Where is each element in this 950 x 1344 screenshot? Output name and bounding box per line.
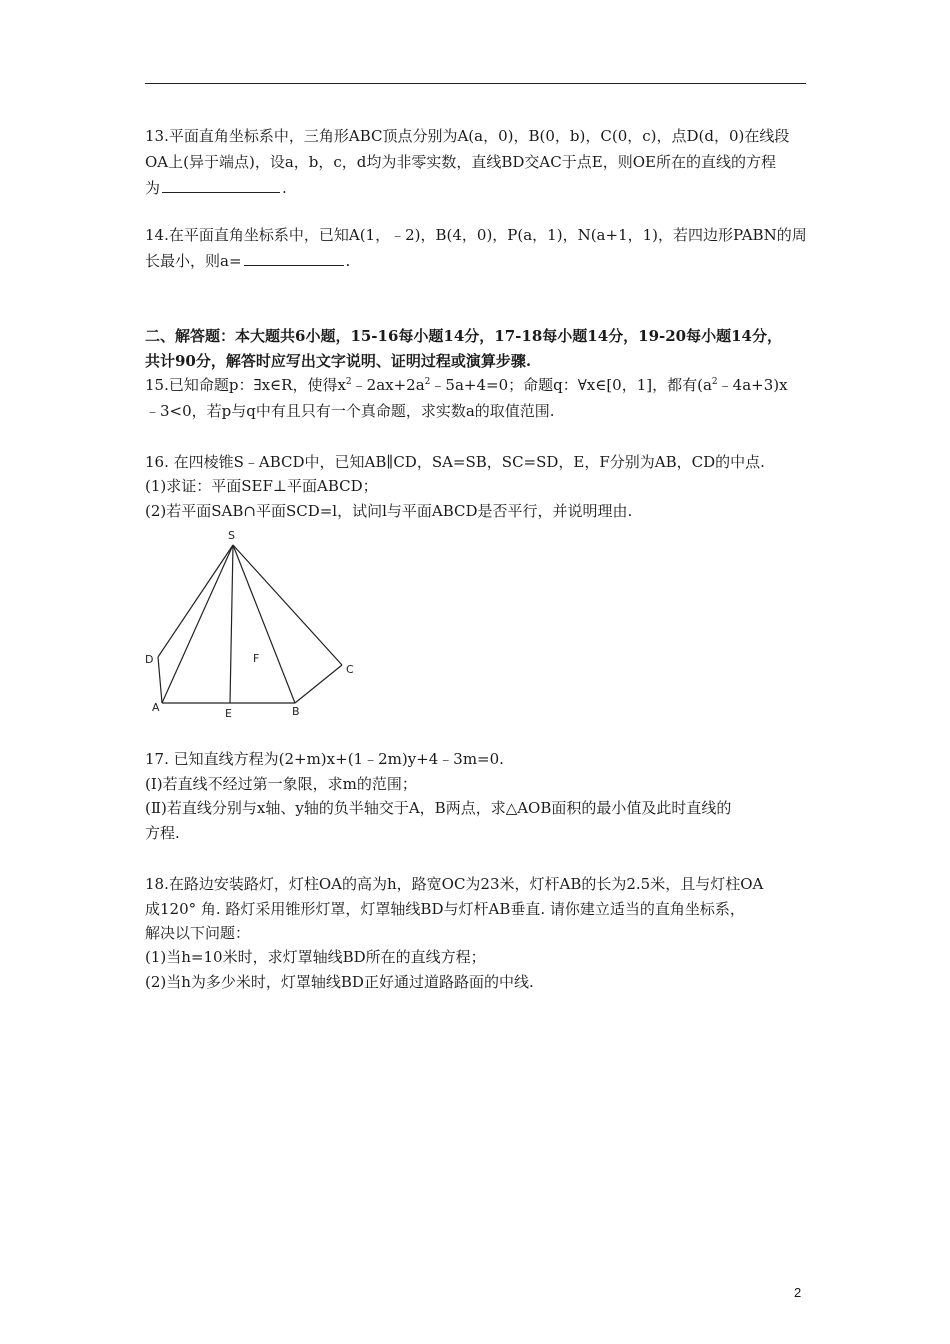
label-b: B — [292, 705, 300, 718]
pyramid-figure — [140, 525, 370, 725]
edge-sc — [233, 545, 342, 665]
q17-part2-line1: (Ⅱ)若直线分别与x轴、y轴的负半轴交于A，B两点，求△AOB面积的最小值及此时直线的 — [145, 799, 732, 817]
q13-prefix: 为 — [145, 179, 161, 197]
q13-line2: OA上(异于端点)，设a，b，c，d均为非零实数，直线BD交AC于点E，则OE所在的直线的方程 — [145, 153, 776, 171]
q18-line3: 解决以下问题： — [145, 924, 251, 942]
q17-part1: (Ⅰ)若直线不经过第一象限，求m的范围； — [145, 775, 417, 793]
edge-se — [230, 545, 233, 703]
q18-part2: (2)当h为多少米时，灯罩轴线BD正好通过道路路面的中线. — [145, 973, 534, 991]
q14-line1: 14.在平面直角坐标系中，已知A(1，﹣2)，B(4，0)，P(a，1)，N(a+1，1)，若四边形PABN的周 — [145, 226, 807, 244]
q14-suffix: . — [345, 252, 351, 270]
q16-part2: (2)若平面SAB∩平面SCD=l，试问l与平面ABCD是否平行，并说明理由. — [145, 502, 633, 520]
label-s: S — [228, 529, 235, 542]
q13-line1: 13.平面直角坐标系中，三角形ABC顶点分别为A(a，0)，B(0，b)，C(0，c)，点D(d，0)在线段 — [145, 127, 790, 145]
q16-line1: 16. 在四棱锥S﹣ABCD中，已知AB∥CD，SA=SB，SC=SD，E，F分别为AB，CD的中点. — [145, 453, 765, 471]
q15-text-c: ﹣5a+4=0；命题q：∀x∈[0，1]，都有(a — [430, 376, 712, 394]
q15-line1 — [145, 374, 815, 396]
pyramid-diagram — [140, 525, 370, 725]
q15-line2: ﹣3<0，若p与q中有且只有一个真命题，求实数a的取值范围. — [145, 402, 555, 420]
q18-line2: 成120° 角. 路灯采用锥形灯罩，灯罩轴线BD与灯杆AB垂直. 请你建立适当的直角坐标系， — [145, 900, 745, 918]
q15-sup3: 2 — [711, 377, 718, 387]
q13-answer-blank — [162, 178, 280, 193]
q18-part1: (1)当h=10米时，求灯罩轴线BD所在的直线方程； — [145, 948, 486, 966]
q17-part2-line2: 方程. — [145, 824, 180, 842]
q15-text-d: ﹣4a+3)x — [717, 376, 788, 394]
label-e: E — [225, 707, 232, 720]
section2-heading-line1: 二、解答题：本大题共6小题，15-16每小题14分，17-18每小题14分，19-20每小题14分， — [145, 327, 782, 345]
label-c: C — [346, 663, 354, 676]
section2-heading-line2: 共计90分，解答时应写出文字说明、证明过程或演算步骤. — [145, 352, 532, 370]
q15-text-a: 15.已知命题p：∃x∈R，使得x — [145, 376, 346, 394]
q16-part1: (1)求证：平面SEF⊥平面ABCD； — [145, 477, 378, 495]
q14-answer-blank — [244, 251, 344, 266]
q15-text-b: ﹣2ax+2a — [351, 376, 425, 394]
q15-sup1: 2 — [345, 377, 352, 387]
q13-line3 — [145, 177, 815, 199]
edge-sa — [162, 545, 233, 703]
q17-line1: 17. 已知直线方程为(2+m)x+(1﹣2m)y+4﹣3m=0. — [145, 750, 504, 768]
label-d: D — [145, 653, 154, 666]
edge-bc — [295, 665, 342, 703]
label-a: A — [152, 701, 160, 714]
q15-sup2: 2 — [424, 377, 431, 387]
page-number: 2 — [794, 1285, 802, 1300]
label-f: F — [253, 652, 260, 665]
q14-prefix: 长最小，则a= — [145, 252, 242, 270]
q13-suffix: . — [282, 179, 287, 197]
edge-da — [158, 657, 162, 703]
edge-sd — [158, 545, 233, 657]
header-rule — [145, 83, 806, 84]
edge-sb — [233, 545, 295, 703]
q14-line2 — [145, 250, 815, 272]
q18-line1: 18.在路边安装路灯，灯柱OA的高为h，路宽OC为23米，灯杆AB的长为2.5米，且与灯柱OA — [145, 875, 764, 893]
